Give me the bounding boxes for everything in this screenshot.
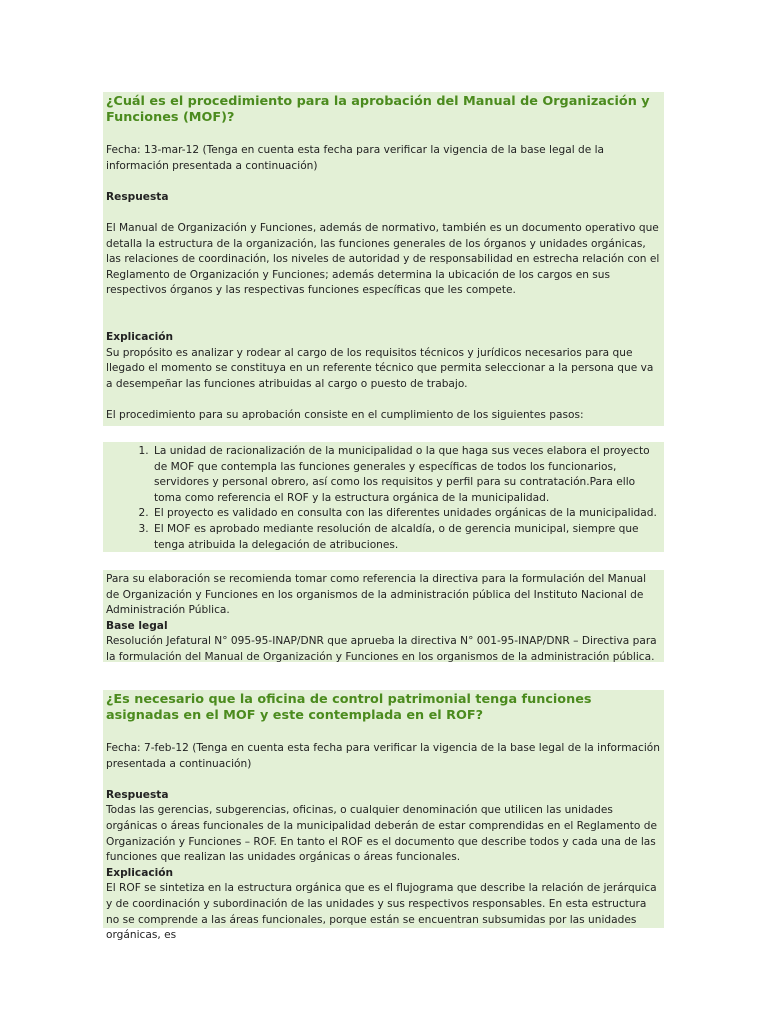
q2-explicacion-heading: Explicación xyxy=(106,866,174,879)
q1-explicacion-text: Su propósito es analizar y rodear al cargo de los requisitos técnicos y jurídicos necesarios para que llegado el momento se constituya en un referente técnico que permita seleccionar a la persona que va a desempeñar las funciones atribuidas al cargo o puesto de trabajo. xyxy=(106,346,654,390)
q1-block xyxy=(103,92,664,426)
q2-respuesta-heading: Respuesta xyxy=(106,788,169,801)
q1-respuesta-text: El Manual de Organización y Funciones, además de normativo, también es un documento operativo que detalla la estructura de la organización, las funciones generales de los órganos y unidades orgánicas, las relaciones de coordinación, los niveles de autoridad y de responsabilidad en estrecha relación con el Reglamento de Organización y Funciones; además determina la ubicación de los cargos en sus respectivos órganos y las respectivas funciones específicas que les compete. xyxy=(106,221,660,297)
list-item: 3. El MOF es aprobado mediante resolución de alcaldía, o de gerencia municipal, siempre que tenga atribuida la delegación de atribuciones. xyxy=(152,522,661,553)
q2-block xyxy=(103,690,664,942)
q1-fecha: Fecha: 13-mar-12 (Tenga en cuenta esta fecha para verificar la vigencia de la base legal de la información presentada a continuación) xyxy=(106,144,605,172)
q1-base-legal-block xyxy=(103,570,664,662)
list-item: 2. El proyecto es validado en consulta con las diferentes unidades orgánicas de la municipalidad. xyxy=(152,506,661,522)
q1-steps-list xyxy=(106,444,661,553)
q2-title: ¿Es necesario que la oficina de control patrimonial tenga funciones asignadas en el MOF y este contemplada en el ROF? xyxy=(106,692,592,723)
q1-respuesta-heading: Respuesta xyxy=(106,190,169,203)
q2-respuesta-text: Todas las gerencias, subgerencias, oficinas, o cualquier denominación que utilicen las unidades orgánicas o áreas funcionales de la municipalidad deberán de estar comprendidas en el Reglamento de Organización y Funciones – ROF. En tanto el ROF es el documento que describe todos y cada una de las funciones que realizan las unidades orgánicas o áreas funcionales. xyxy=(106,804,658,864)
q2-explicacion-text: El ROF se sintetiza en la estructura orgánica que es el flujograma que describe la relación de jerárquica y de coordinación y subordinación de las unidades y sus respectivos responsables. En esta estructura no se comprende a las áreas funcionales, porque están se encuentran subsumidas por las unidades orgánicas, es xyxy=(106,882,657,942)
q1-base-legal-heading: Base legal xyxy=(106,619,168,632)
q1-title: ¿Cuál es el procedimiento para la aprobación del Manual de Organización y Funciones (MOF)? xyxy=(106,94,650,125)
q1-explicacion-heading: Explicación xyxy=(106,330,174,343)
q1-steps-block xyxy=(103,442,664,552)
q1-base-legal-text: Resolución Jefatural N° 095-95-INAP/DNR que aprueba la directiva N° 001-95-INAP/DNR – Directiva para la formulación del Manual de Organización y Funciones en los organismos de la administración pública. xyxy=(106,635,657,663)
q2-fecha: Fecha: 7-feb-12 (Tenga en cuenta esta fecha para verificar la vigencia de la base legal de la información presentada a continuación) xyxy=(106,742,660,770)
q1-procedimiento-text: El procedimiento para su aprobación consiste en el cumplimiento de los siguientes pasos: xyxy=(106,408,584,421)
q1-elaboracion-text: Para su elaboración se recomienda tomar como referencia la directiva para la formulación del Manual de Organización y Funciones en los organismos de la administración pública del Instituto Nacional de Administración Pública. xyxy=(106,573,647,617)
list-item: 1. La unidad de racionalización de la municipalidad o la que haga sus veces elabora el proyecto de MOF que contempla las funciones generales y específicas de todos los funcionarios, servidores y personal obrero, así como los requisitos y perfil para su contratación.Para ello toma como referencia el ROF y la estructura orgánica de la municipalidad. xyxy=(152,444,661,506)
